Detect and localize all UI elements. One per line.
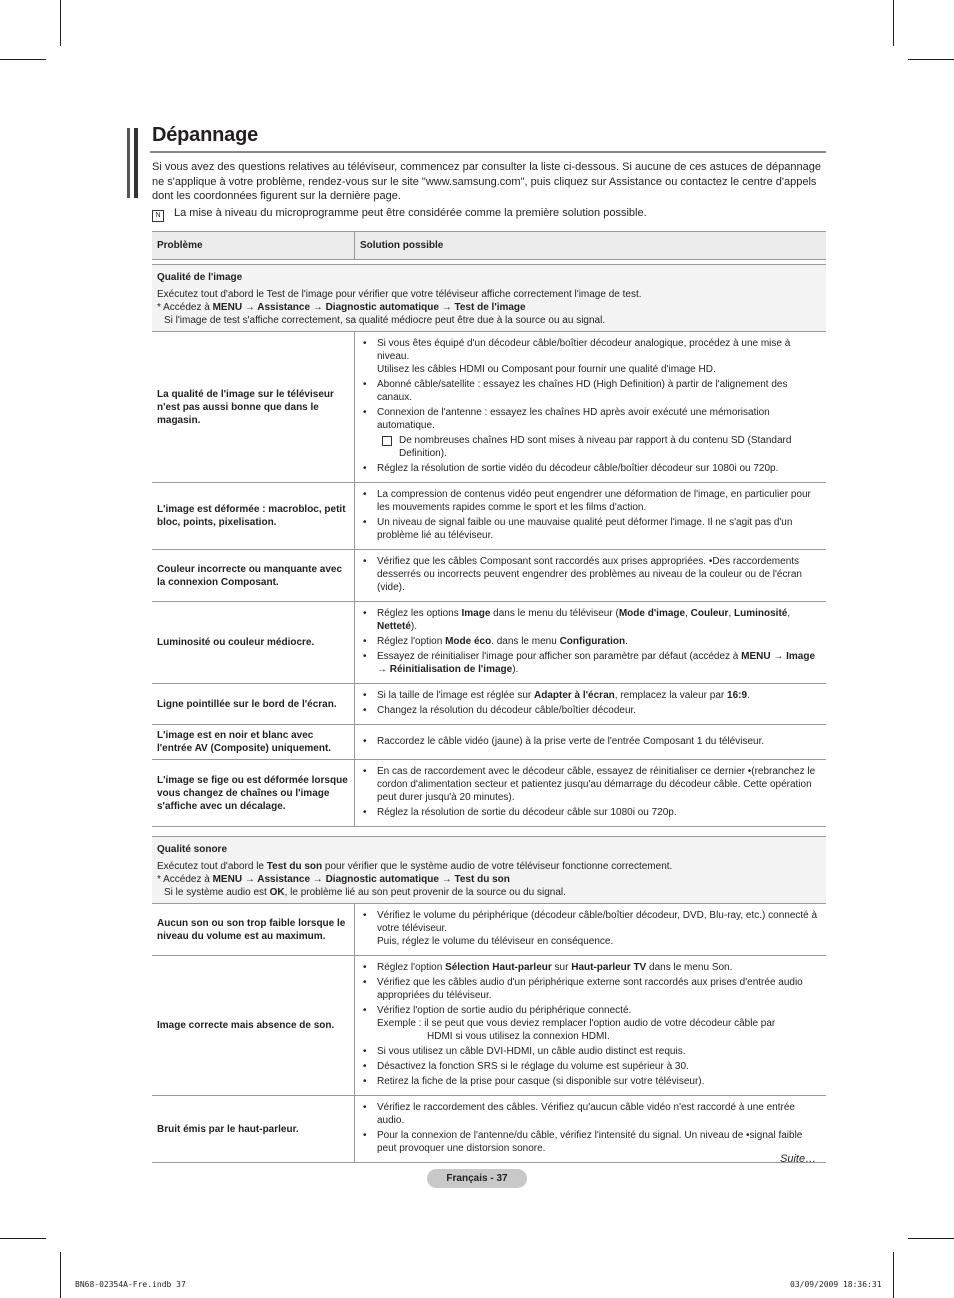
section-title: Qualité de l'image <box>157 272 243 283</box>
solution-item: • Essayez de réinitialiser l'image pour afficher son paramètre par défaut (accédez à MENU → Image → Réinitialisation de l'image). <box>355 650 822 676</box>
solution-cell <box>355 1096 827 1163</box>
image-section <box>152 265 826 332</box>
table-row <box>152 332 826 483</box>
crop-mark <box>60 1252 61 1298</box>
note <box>152 206 828 222</box>
problem-cell: L'image est déformée : macrobloc, petit bloc, points, pixelisation. <box>152 483 355 550</box>
solution-item: • Changez la résolution du décodeur câble/boîtier décodeur. <box>355 704 822 717</box>
crop-mark <box>893 1252 894 1298</box>
solution-item: • Vérifiez que les câbles Composant sont raccordés aux prises appropriées. •Des raccordements desserrés ou incorrects peuvent engendrer des problèmes au niveau de la couleur ou de l'écran (vide). <box>355 555 822 594</box>
problem-cell: Aucun son ou son trop faible lorsque le niveau du volume est au maximum. <box>152 904 355 956</box>
header-problem: Problème <box>152 232 355 260</box>
title-rule <box>150 151 826 153</box>
crop-mark <box>0 1238 46 1239</box>
page-title: Dépannage <box>152 124 259 146</box>
solution-cell <box>355 684 827 725</box>
problem-cell: Bruit émis par le haut-parleur. <box>152 1096 355 1163</box>
solution-cell <box>355 760 827 827</box>
problem-cell: L'image se fige ou est déformée lorsque vous changez de chaînes ou l'image s'affiche avec un décalage. <box>152 760 355 827</box>
crop-mark <box>908 59 954 60</box>
footer-date: 03/09/2009 18:36:31 <box>790 1280 882 1289</box>
solution-item: • Désactivez la fonction SRS si le réglage du volume est supérieur à 30. <box>355 1060 822 1073</box>
solution-item: • Retirez la fiche de la prise pour casque (si disponible sur votre téléviseur). <box>355 1075 822 1088</box>
crop-mark <box>60 0 61 46</box>
solution-item: • Pour la connexion de l'antenne/du câble, vérifiez l'intensité du signal. Un niveau de •signal faible peut provoquer une distorsion sonore. <box>355 1129 822 1155</box>
crop-mark <box>908 1238 954 1239</box>
section-line: Si le système audio est OK, le problème lié au son peut provenir de la source ou du signal. <box>164 887 566 898</box>
solution-item: • Si vous êtes équipé d'un décodeur câble/boîtier décodeur analogique, procédez à une mise à niveau. Utilisez les câbles HDMI ou Composant pour fournir une qualité d'image HD. <box>355 337 822 376</box>
solution-item: • Raccordez le câble vidéo (jaune) à la prise verte de l'entrée Composant 1 du téléviseur. <box>355 735 822 748</box>
solution-cell <box>355 602 827 684</box>
section-line: Si l'image de test s'affiche correctement, sa qualité médiocre peut être due à la source ou au signal. <box>164 315 606 326</box>
problem-cell: Couleur incorrecte ou manquante avec la connexion Composant. <box>152 550 355 602</box>
solution-item: • Si vous utilisez un câble DVI-HDMI, un câble audio distinct est requis. <box>355 1045 822 1058</box>
solution-item: • Abonné câble/satellite : essayez les chaînes HD (High Definition) à partir de l'alignement des canaux. <box>355 378 822 404</box>
table-row <box>152 904 826 956</box>
table-row <box>152 760 826 827</box>
solution-item: • La compression de contenus vidéo peut engendrer une déformation de l'image, en particulier pour les mouvements rapides comme le sport et les films d'action. <box>355 488 822 514</box>
solution-cell <box>355 550 827 602</box>
table-row <box>152 1096 826 1163</box>
table-row <box>152 602 826 684</box>
crop-mark <box>893 0 894 46</box>
solution-cell <box>355 332 827 483</box>
solution-item: • Un niveau de signal faible ou une mauvaise qualité peut déformer l'image. Il ne s'agit pas d'un problème lié au téléviseur. <box>355 516 822 542</box>
crop-mark <box>0 59 46 60</box>
problem-cell: Image correcte mais absence de son. <box>152 956 355 1096</box>
table-row <box>152 725 826 760</box>
sound-section <box>152 837 826 904</box>
section-title: Qualité sonore <box>157 844 228 855</box>
solution-note: De nombreuses chaînes HD sont mises à niveau par rapport à du contenu SD (Standard Definition). <box>355 434 822 460</box>
section-line: Exécutez tout d'abord le Test du son pour vérifier que le système audio de votre téléviseur fonctionne correctement. <box>157 861 673 872</box>
table-header <box>152 232 826 260</box>
header-solution: Solution possible <box>355 232 827 260</box>
solution-item: • Réglez l'option Mode éco. dans le menu Configuration. <box>355 635 822 648</box>
note-icon: N <box>152 210 164 222</box>
solution-item: • Réglez l'option Sélection Haut-parleur sur Haut-parleur TV dans le menu Son. <box>355 961 822 974</box>
page-number-badge: Français - 37 <box>427 1169 527 1188</box>
solution-cell <box>355 904 827 956</box>
solution-item: • Connexion de l'antenne : essayez les chaînes HD après avoir exécuté une mémorisation automatique. <box>355 406 822 432</box>
table-row <box>152 956 826 1096</box>
solution-cell <box>355 483 827 550</box>
solution-item: • Vérifiez que les câbles audio d'un périphérique externe sont raccordés aux prises d'entrée audio appropriées du téléviseur. <box>355 976 822 1002</box>
section-line: Exécutez tout d'abord le Test de l'image pour vérifier que votre téléviseur affiche correctement l'image de test. <box>157 289 642 300</box>
continued-label: Suite… <box>780 1153 817 1165</box>
solution-item: • Réglez les options Image dans le menu du téléviseur (Mode d'image, Couleur, Luminosité, Netteté). <box>355 607 822 633</box>
solution-item: • Vérifiez l'option de sortie audio du périphérique connecté. Exemple : il se peut que vous deviez remplacer l'option audio de votre décodeur câble par HDMI si vous utilisez la connexion HDMI. <box>355 1004 822 1043</box>
solution-item: • En cas de raccordement avec le décodeur câble, essayez de réinitialiser ce dernier •(rebranchez le cordon d'alimentation secteur et patientez jusqu'au démarrage du décodeur câble. Cette opération peut durer jusqu'à 20 minutes). <box>355 765 822 804</box>
table-row <box>152 684 826 725</box>
solution-item: • Réglez la résolution de sortie du décodeur câble sur 1080i ou 720p. <box>355 806 822 819</box>
section-line: * Accédez à MENU → Assistance → Diagnostic automatique → Test du son <box>157 874 510 885</box>
table-row <box>152 483 826 550</box>
note-icon <box>382 436 392 446</box>
solution-item: • Vérifiez le raccordement des câbles. Vérifiez qu'aucun câble vidéo n'est raccordé à une entrée audio. <box>355 1101 822 1127</box>
solution-cell <box>355 956 827 1096</box>
problem-cell: La qualité de l'image sur le téléviseur n'est pas aussi bonne que dans le magasin. <box>152 332 355 483</box>
problem-cell: Luminosité ou couleur médiocre. <box>152 602 355 684</box>
footer-file: BN68-02354A-Fre.indb 37 <box>75 1280 186 1289</box>
intro-text: Si vous avez des questions relatives au téléviseur, commencez par consulter la liste ci-dessous. Si aucune de ces astuces de dépannage ne s'applique à votre problème, rendez-vous sur le site "www.samsung.com", puis cliquez sur Assistance ou contactez le centre d'appels dont les coordonnées figurent sur la dernière page. <box>152 161 821 202</box>
section-line: * Accédez à MENU → Assistance → Diagnostic automatique → Test de l'image <box>157 302 526 313</box>
solution-item: • Si la taille de l'image est réglée sur Adapter à l'écran, remplacez la valeur par 16:9. <box>355 689 822 702</box>
troubleshooting-table <box>152 231 826 1163</box>
note-text: La mise à niveau du microprogramme peut être considérée comme la première solution possible. <box>174 207 647 219</box>
problem-cell: L'image est en noir et blanc avec l'entrée AV (Composite) uniquement. <box>152 725 355 760</box>
solution-item: • Vérifiez le volume du périphérique (décodeur câble/boîtier décodeur, DVD, Blu-ray, etc.) connecté à votre téléviseur. Puis, réglez le volume du téléviseur en conséquence. <box>355 909 822 948</box>
solution-cell <box>355 725 827 760</box>
table-row <box>152 550 826 602</box>
problem-cell: Ligne pointillée sur le bord de l'écran. <box>152 684 355 725</box>
solution-item: • Réglez la résolution de sortie vidéo du décodeur câble/boîtier décodeur sur 1080i ou 720p. <box>355 462 822 475</box>
